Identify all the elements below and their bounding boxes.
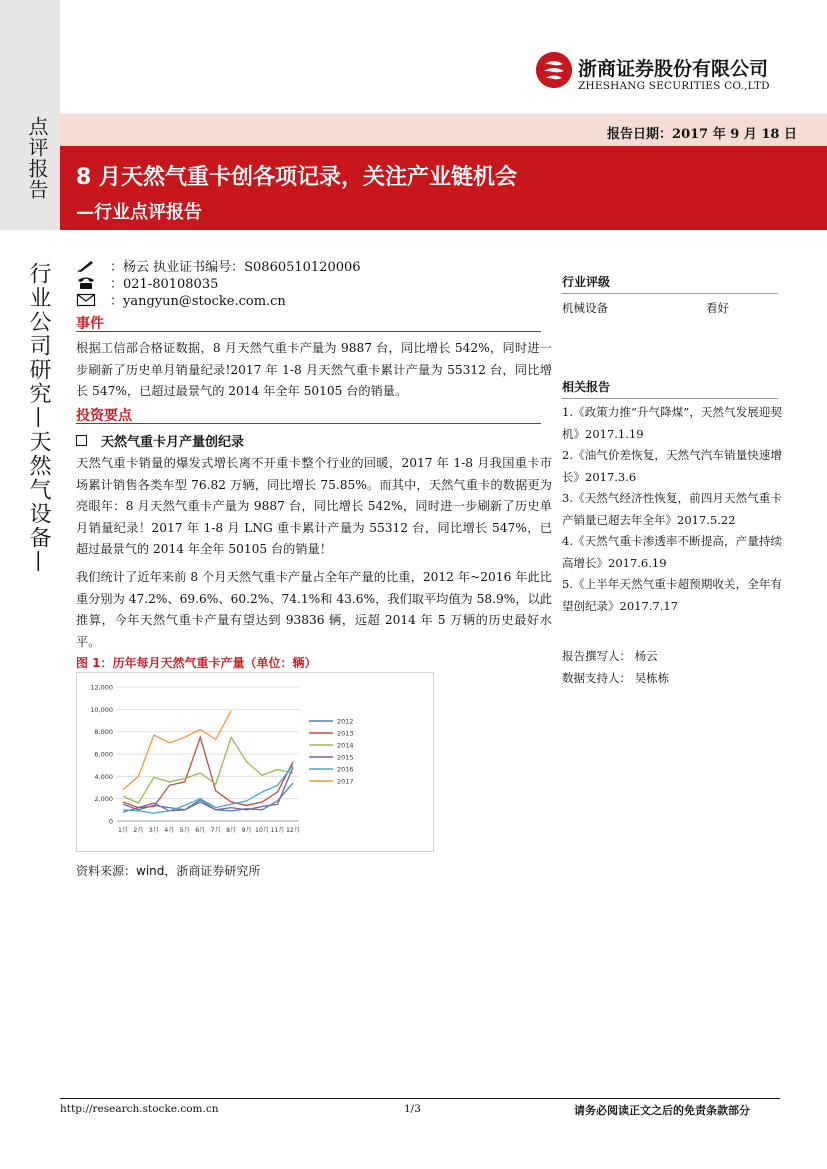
title-banner [60,146,827,230]
rating-value: 看好 [706,301,729,315]
report-type-label: 点评报告 [25,116,49,200]
related-reports-heading: 相关报告 [562,378,778,399]
paragraph-1: 天然气重卡销量的爆发式增长离不开重卡整个行业的回暖，2017 年 1-8 月我国重卡市场累计销售各类车型 76.82 万辆，同比增长 75.85%。而其中，天然气重卡的数据更为亮眼年：8 月天然气重卡产量为 9887 台，同比增长 542%，同时进一步刷新了历史单月销量纪录！2017 年 1-8 月 LNG 重卡累计产量为 55312 台，同比增长 547%，已超过最景气的 2014 年全年 50105 台的销量！ [76,456,552,556]
related-report-item[interactable]: 5.《上半年天然气重卡超预期收关，全年有望创纪录》2017.7.17 [562,577,782,613]
y-tick-label: 4,000 [94,772,113,781]
series-line-2014 [123,737,293,803]
company-name-en: ZHESHANG SECURITIES CO.,LTD [578,80,770,92]
figure-chart [76,672,434,852]
x-tick-label: 4月 [164,827,175,834]
x-tick-label: 6月 [195,827,206,834]
x-tick-label: 11月 [270,827,285,834]
line-chart [77,673,433,851]
y-tick-label: 2,000 [94,795,113,804]
y-tick-label: 10,000 [90,705,113,714]
event-text: 根据工信部合格证数据，8 月天然气重卡产量为 9887 台，同比增长 542%，同时进一步刷新了历史单月销量纪录!2017 年 1-8 月天然气重卡累计产量为 55312 台，同比增长 547%，已超过最景气的 2014 年全年 50105 台的销量。 [76,341,552,398]
report-date: 报告日期：2017 年 9 月 18 日 [607,127,797,142]
paragraph-2: 我们统计了近年来前 8 个月天然气重卡产量占全年产量的比重，2012 年~2016 年此比重分别为 47.2%、69.6%、60.2%、74.1%和 43.6%，我们取平均值为 58.9%，以此推算，今年天然气重卡产量有望达到 93836 辆，远超 2014 年 5 万辆的历史最好水平。 [76,570,552,649]
pen-icon [76,259,96,273]
x-tick-label: 9月 [241,827,252,834]
legend-label: 2015 [337,753,354,762]
x-tick-label: 8月 [226,827,237,834]
x-tick-label: 5月 [179,827,190,834]
author-email-row [76,290,286,309]
legend-label: 2012 [337,717,354,726]
company-name-cn: 浙商证券股份有限公司 [578,58,769,80]
date-strip [60,114,827,146]
event-heading: 事件 [76,313,541,332]
footer-url[interactable]: http://research.stocke.com.cn [60,1103,219,1115]
series-line-2017 [123,711,231,790]
rating-industry: 机械设备 [562,301,608,315]
legend-label: 2017 [337,777,354,786]
data-supporter: 数据支持人： 吴栋栋 [562,671,670,685]
x-tick-label: 7月 [210,827,221,834]
x-tick-label: 10月 [255,827,270,834]
x-tick-label: 3月 [148,827,159,834]
checkbox-bullet-icon [76,435,87,446]
rating-heading: 行业评级 [562,273,778,294]
related-report-item[interactable]: 1.《政策力推“升气降煤”，天然气发展迎契机》2017.1.19 [562,405,782,441]
legend-label: 2016 [337,765,354,774]
y-tick-label: 12,000 [90,683,113,692]
subheading-monthly-record: 天然气重卡月产量创纪录 [76,431,244,450]
figure-title: 图 1：历年每月天然气重卡产量（单位：辆） [76,656,317,670]
footer-divider [60,1098,780,1099]
related-report-item[interactable]: 4.《天然气重卡渗透率不断提高，产量持续高增长》2017.6.19 [562,534,782,570]
related-reports-list [562,402,782,617]
footer-disclaimer: 请务必阅读正文之后的免责条款部分 [574,1104,750,1117]
figure-source: 资料来源：wind，浙商证券研究所 [76,864,261,878]
author-phone: ：021-80108035 [110,277,219,292]
related-report-item[interactable]: 3.《天然气经济性恢复，前四月天然气重卡产销量已超去年全年》2017.5.22 [562,491,782,527]
y-tick-label: 8,000 [94,728,113,737]
report-writer: 报告撰写人： 杨云 [562,649,658,663]
legend-label: 2013 [337,729,354,738]
x-tick-label: 1月 [117,827,129,834]
author-email[interactable]: ：yangyun@stocke.com.cn [110,294,286,309]
envelope-icon [76,293,96,307]
report-subtitle: —行业点评报告 [76,202,202,223]
investment-points-heading: 投资要点 [76,405,541,424]
legend-label: 2014 [337,741,354,750]
category-label: 行业公司研究—天然气设备— [26,262,51,574]
phone-icon [76,276,96,290]
company-logo [536,52,776,98]
logo-mark-icon [536,52,572,88]
y-tick-label: 6,000 [94,750,113,759]
author-name: ：杨云 执业证书编号：S0860510120006 [110,260,361,275]
related-report-item[interactable]: 2.《油气价差恢复，天然气汽车销量快速增长》2017.3.6 [562,448,782,484]
y-tick-label: 0 [108,817,113,826]
report-title: 8 月天然气重卡创各项记录，关注产业链机会 [76,165,517,190]
page-number: 1/3 [404,1103,421,1115]
x-tick-label: 12月 [285,827,301,834]
x-tick-label: 2月 [133,827,144,834]
